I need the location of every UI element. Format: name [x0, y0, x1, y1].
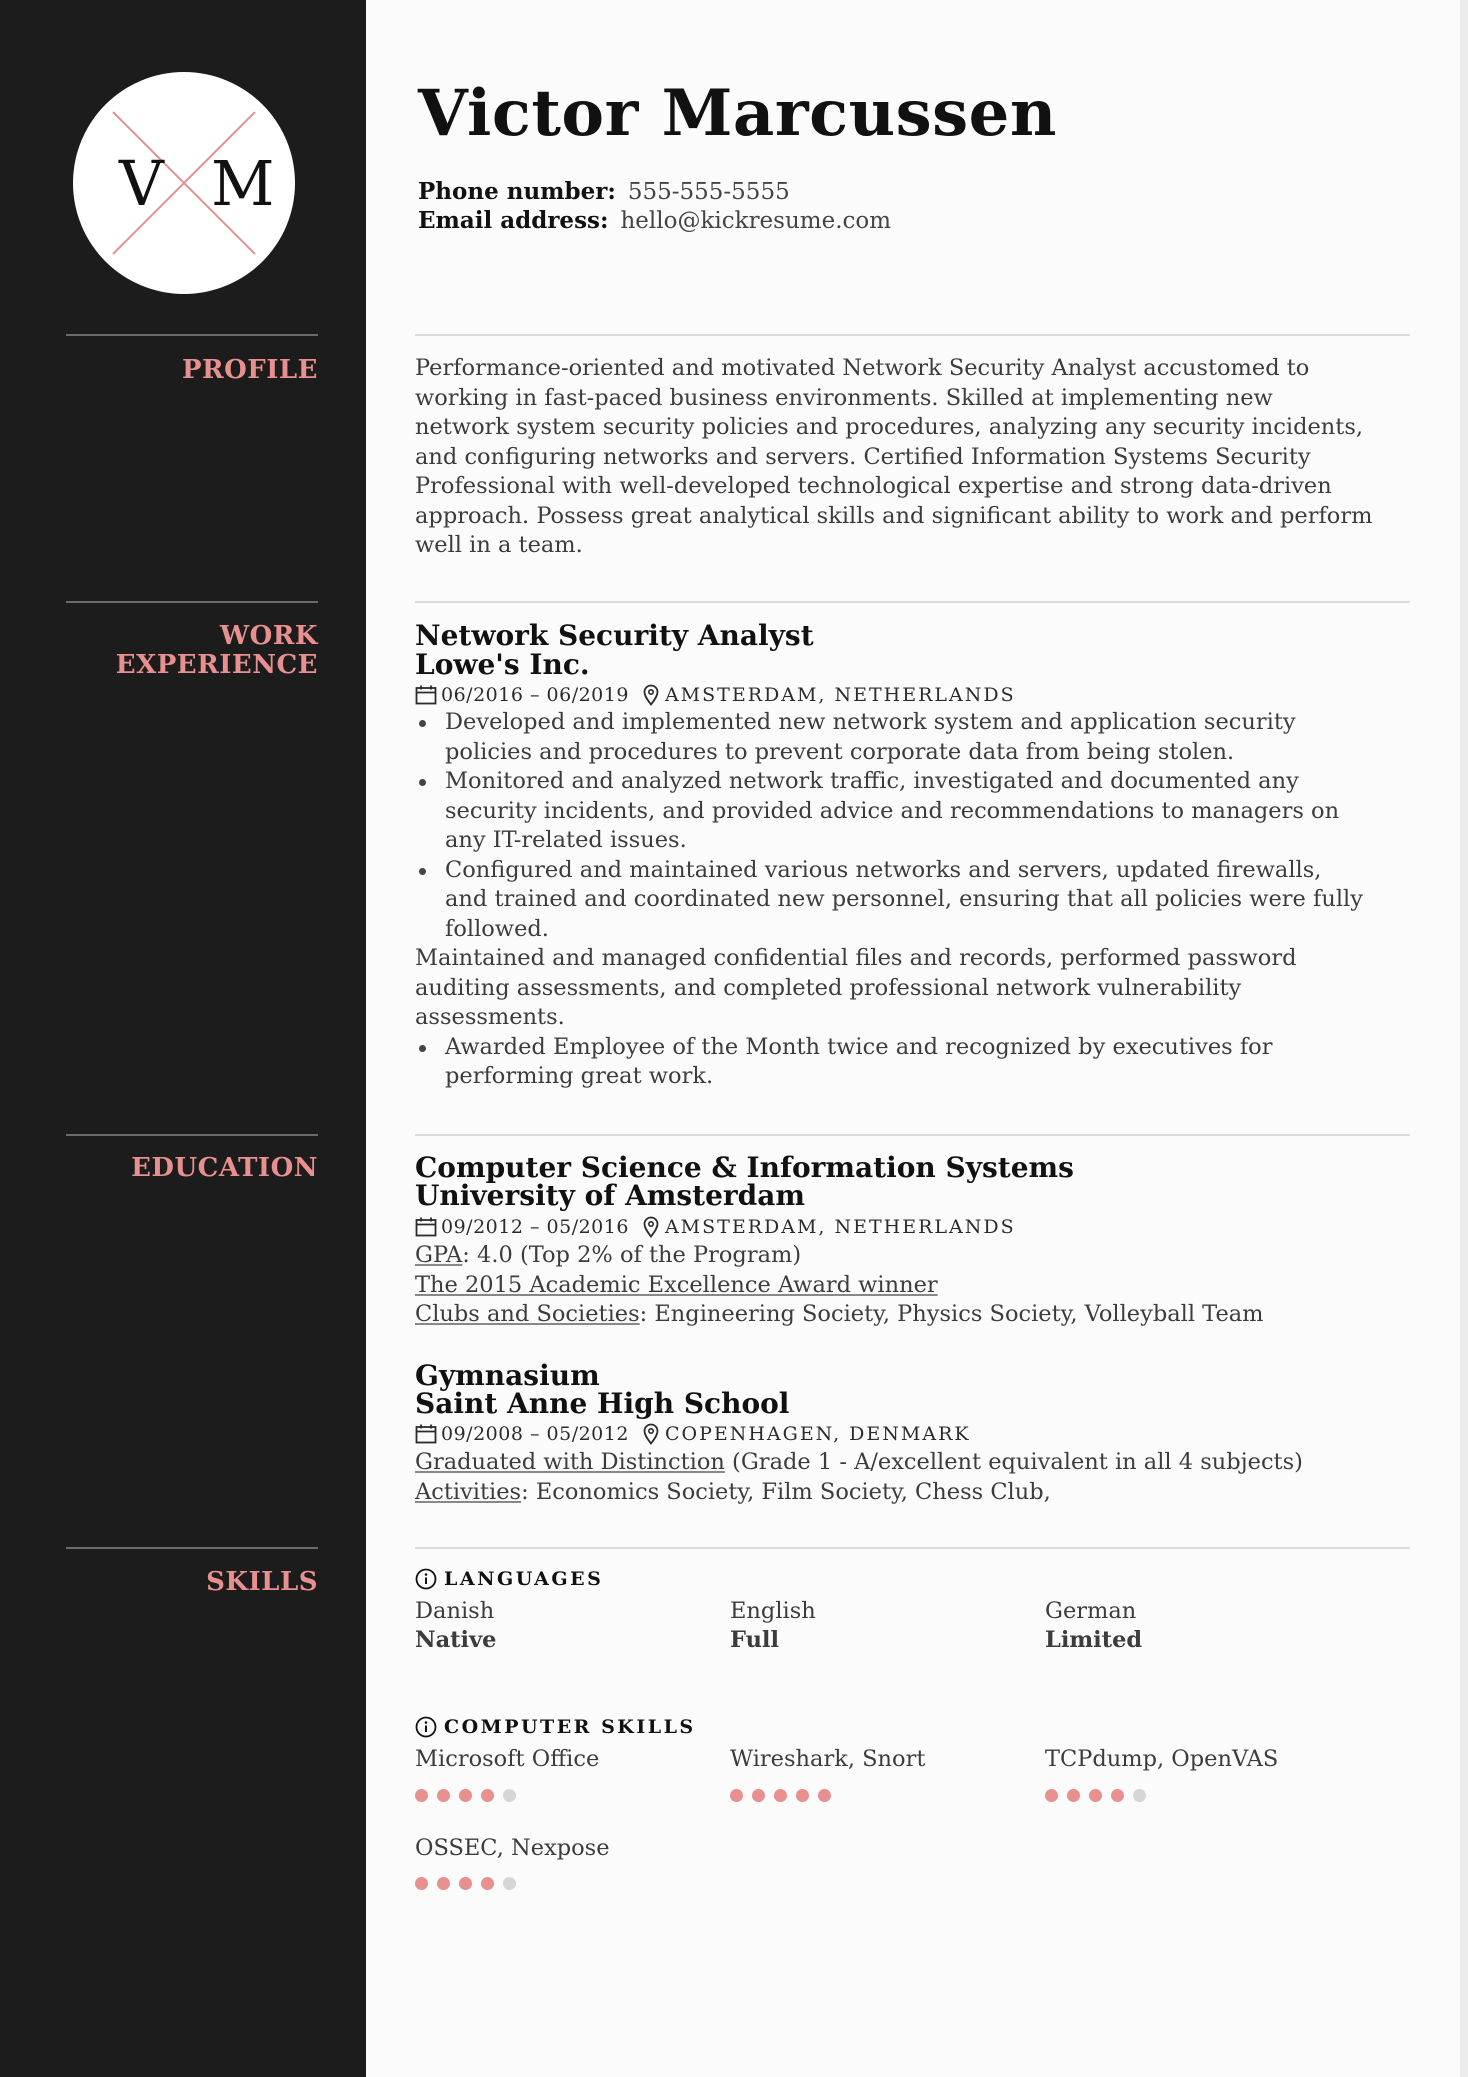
- rating-dot-filled: [481, 1877, 494, 1890]
- clubs-label: Clubs and Societies: [415, 1301, 640, 1327]
- education-meta: [415, 1421, 971, 1447]
- profile-summary: [415, 354, 1415, 561]
- calendar-icon: [415, 685, 437, 705]
- rating-dot-filled: [459, 1877, 472, 1890]
- profile-divider: [415, 334, 1410, 336]
- education-meta: [415, 1214, 1016, 1240]
- section-label-education: EDUCATION: [131, 1153, 318, 1183]
- profile-line: working in fast-paced business environments. Skilled at implementing new: [415, 384, 1273, 411]
- skills-divider: [415, 1547, 1410, 1549]
- location-pin-icon: [643, 1216, 659, 1238]
- section-label-work-1: WORK: [219, 621, 318, 651]
- activities-value: : Economics Society, Film Society, Chess Club,: [521, 1479, 1051, 1505]
- email-row: [418, 206, 891, 236]
- profile-line: Professional with well-developed technological expertise and strong data-driven: [415, 473, 1332, 499]
- rating-dot-filled: [437, 1877, 450, 1890]
- work-divider: [415, 601, 1410, 603]
- section-label-skills: SKILLS: [206, 1567, 318, 1597]
- info-icon: [415, 1716, 444, 1738]
- computer-skill-name: Wireshark, Snort: [730, 1746, 926, 1772]
- calendar-icon: [415, 1424, 437, 1444]
- duty-line: assessments.: [415, 1004, 565, 1030]
- languages-heading-text: LANGUAGES: [444, 1568, 604, 1590]
- rating-dot-filled: [415, 1877, 428, 1890]
- monogram-letter-right: M: [211, 147, 275, 220]
- job-duty-bullet: [415, 1033, 1415, 1092]
- duty-line: and trained and coordinated new personnel, ensuring that all policies were fully: [445, 886, 1363, 912]
- section-label-profile: PROFILE: [181, 355, 318, 385]
- rating-dot-filled: [437, 1789, 450, 1802]
- education-dates: 09/2012 – 05/2016: [441, 1216, 629, 1238]
- distinction-line: [415, 1448, 1303, 1478]
- profile-line: and configuring networks and servers. Certified Information Systems Security: [415, 443, 1311, 470]
- job-duty-bullet: [415, 767, 1415, 856]
- rating-dot-filled: [459, 1789, 472, 1802]
- job-duties-list: [415, 708, 1415, 1092]
- rating-dot-filled: [774, 1789, 787, 1802]
- education-side-divider: [66, 1134, 318, 1136]
- school-name: University of Amsterdam: [415, 1179, 806, 1212]
- school-name: Saint Anne High School: [415, 1387, 790, 1420]
- monogram-letter-left: V: [119, 147, 164, 220]
- location-pin-icon: [643, 1423, 659, 1445]
- activities-line: [415, 1478, 1051, 1508]
- education-divider: [415, 1134, 1410, 1136]
- profile-line: approach. Possess great analytical skills and significant ability to work and perform: [415, 502, 1373, 529]
- rating-dot-filled: [818, 1789, 831, 1802]
- language-name: English: [730, 1598, 816, 1624]
- distinction-value: (Grade 1 - A/excellent equivalent in all 4 subjects): [724, 1449, 1303, 1475]
- job-duty-paragraph: [415, 944, 1415, 1033]
- job-title: Network Security Analyst: [415, 619, 814, 652]
- email-value: hello@kickresume.com: [620, 208, 892, 234]
- degree-title: Gymnasium: [415, 1359, 600, 1392]
- gpa-value: : 4.0 (Top 2% of the Program): [462, 1242, 802, 1268]
- computer-skills-heading-text: COMPUTER SKILLS: [444, 1716, 696, 1738]
- work-side-divider: [66, 601, 318, 603]
- rating-dot-filled: [1111, 1789, 1124, 1802]
- section-label-work-2: EXPERIENCE: [115, 650, 318, 680]
- location-pin-icon: [643, 684, 659, 706]
- clubs-value: : Engineering Society, Physics Society, Volleyball Team: [639, 1301, 1264, 1327]
- duty-line: security incidents, and provided advice and recommendations to managers on: [445, 797, 1340, 824]
- languages-heading: [415, 1568, 603, 1590]
- duty-line: auditing assessments, and completed professional network vulnerability: [415, 974, 1242, 1001]
- award-line: [415, 1271, 938, 1301]
- duty-line: Monitored and analyzed network traffic, investigated and documented any: [445, 768, 1299, 794]
- rating-dot-filled: [730, 1789, 743, 1802]
- award-text: The 2015 Academic Excellence Award winner: [415, 1272, 938, 1298]
- job-location: AMSTERDAM, NETHERLANDS: [664, 684, 1016, 706]
- phone-value: 555-555-5555: [627, 179, 790, 205]
- rating-dot-filled: [796, 1789, 809, 1802]
- profile-side-divider: [66, 334, 318, 336]
- rating-dot-empty: [503, 1789, 516, 1802]
- duty-line: performing great work.: [445, 1063, 714, 1089]
- education-location: COPENHAGEN, DENMARK: [664, 1423, 971, 1445]
- skill-rating: [1045, 1789, 1155, 1802]
- email-label: Email address:: [418, 207, 609, 234]
- duty-line: Awarded Employee of the Month twice and recognized by executives for: [445, 1033, 1273, 1060]
- skills-side-divider: [66, 1547, 318, 1549]
- computer-skills-heading: [415, 1716, 696, 1738]
- rating-dot-empty: [503, 1877, 516, 1890]
- rating-dot-filled: [481, 1789, 494, 1802]
- computer-skill-name: OSSEC, Nexpose: [415, 1835, 610, 1861]
- language-name: German: [1045, 1598, 1137, 1624]
- phone-label: Phone number:: [418, 178, 616, 205]
- language-level: Native: [415, 1627, 497, 1653]
- rating-dot-filled: [1045, 1789, 1058, 1802]
- activities-label: Activities: [415, 1479, 522, 1505]
- job-dates: 06/2016 – 06/2019: [441, 684, 629, 706]
- job-company: Lowe's Inc.: [415, 648, 590, 681]
- calendar-icon: [415, 1217, 437, 1237]
- skill-rating: [730, 1789, 840, 1802]
- rating-dot-filled: [1067, 1789, 1080, 1802]
- duty-line: followed.: [445, 915, 549, 942]
- gpa-line: [415, 1241, 801, 1271]
- rating-dot-filled: [752, 1789, 765, 1802]
- rating-dot-empty: [1133, 1789, 1146, 1802]
- language-level: Full: [730, 1627, 780, 1653]
- rating-dot-filled: [1089, 1789, 1102, 1802]
- phone-row: [418, 177, 790, 207]
- clubs-line: [415, 1300, 1264, 1330]
- gpa-label: GPA: [415, 1242, 463, 1268]
- duty-line: Configured and maintained various networks and servers, updated firewalls,: [445, 856, 1322, 883]
- page-edge: [1460, 0, 1468, 2077]
- skill-rating: [415, 1877, 525, 1890]
- education-location: AMSTERDAM, NETHERLANDS: [664, 1216, 1016, 1238]
- profile-line: network system security policies and procedures, analyzing any security incidents,: [415, 414, 1364, 440]
- skill-rating: [415, 1789, 525, 1802]
- duty-line: Developed and implemented new network system and application security: [445, 709, 1296, 735]
- computer-skill-name: TCPdump, OpenVAS: [1045, 1746, 1279, 1772]
- duty-line: policies and procedures to prevent corporate data from being stolen.: [445, 738, 1235, 765]
- duty-line: any IT-related issues.: [445, 827, 687, 853]
- education-dates: 09/2008 – 05/2012: [441, 1423, 629, 1445]
- computer-skill-name: Microsoft Office: [415, 1746, 600, 1772]
- job-duty-bullet: [415, 856, 1415, 945]
- rating-dot-filled: [415, 1789, 428, 1802]
- job-duty-bullet: [415, 708, 1415, 767]
- language-name: Danish: [415, 1598, 495, 1624]
- distinction-label: Graduated with Distinction: [415, 1449, 725, 1475]
- info-icon: [415, 1568, 444, 1590]
- profile-line: Performance-oriented and motivated Network Security Analyst accustomed to: [415, 355, 1310, 381]
- sidebar: [0, 0, 366, 2077]
- monogram-logo: [73, 72, 295, 294]
- profile-line: well in a team.: [415, 532, 583, 558]
- job-meta: [415, 682, 1016, 708]
- language-level: Limited: [1045, 1627, 1143, 1653]
- duty-line: Maintained and managed confidential files and records, performed password: [415, 945, 1297, 971]
- degree-title: Computer Science & Information Systems: [415, 1151, 1074, 1184]
- candidate-name: Victor Marcussen: [418, 76, 1057, 151]
